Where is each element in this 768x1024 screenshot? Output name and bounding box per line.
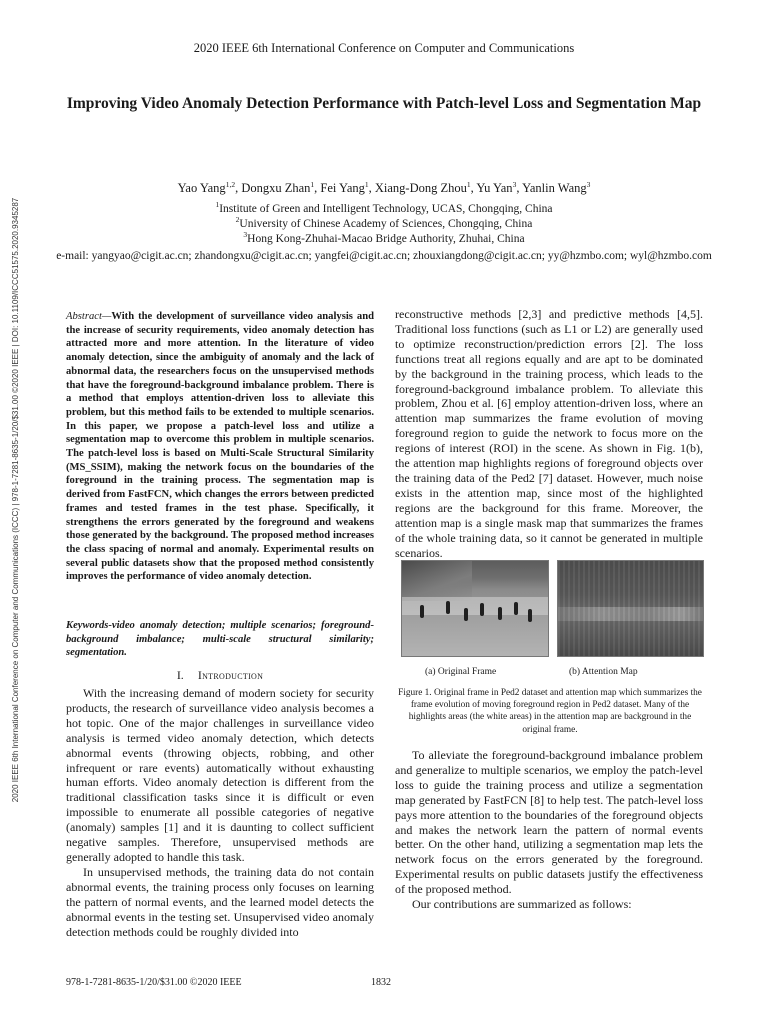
section-heading <box>66 668 374 683</box>
abstract-lead: Abstract <box>66 311 102 322</box>
section-title: Introduction <box>197 668 264 682</box>
affiliation-3: $^3$Hong Kong-Zhuhai-Macao Bridge Authority, Zhuhai, China <box>243 230 525 245</box>
author-name: Yu Yan <box>476 181 513 195</box>
abstract: Abstract—With the development of surveillance video analysis and the increase of security requirements, video anomaly detection has attracted more and more attention. In the literature of video anomaly detection, since the ambiguity of anomaly and the lack of abnormal data, the researchers focus on the unsupervised methods that have the foreground-background imbalance problem. There is a method that employs attention-driven loss to alleviate this problem, but this method fails to be extended to multiple scenarios. In this paper, we propose a patch-level loss and utilize a segmentation map to overcome this problem in multiple scenarios. The patch-level loss is based on Multi-Scale Structural Similarity (MS_SSIM), making the network focus on the boundaries of the foreground in the training process. The segmentation map is derived from FastFCN, which changes the errors between predicted frames and tested frames in the test phase. Specifically, it strengthens the errors generated by the foreground and weakens those generated by the background. The proposed method increases the class spacing of normal and anomaly. Experimental results on several public datasets show that the proposed method consistently improves the performance of video anomaly detection. <box>66 311 374 583</box>
doi-sidebar: 2020 IEEE 6th International Conference on Computer and Communications (ICCC) | 978-1-7281-8635-1/20/$31.00 ©2020 IEEE | DOI: 10.1109/ICCC51575.2020.9345287 <box>11 197 20 803</box>
author-name: Xiang-Dong Zhou <box>374 181 467 195</box>
figure-caption: Figure 1. Original frame in Ped2 dataset and attention map which summarizes the frame evolution of moving foreground region in Ped2 dataset. Many of the highlights areas (the white areas) in the attention map are background in the original frame. <box>398 688 702 735</box>
conference-header: 2020 IEEE 6th International Conference on Computer and Communications <box>193 41 575 55</box>
footer-isbn: 978-1-7281-8635-1/20/$31.00 ©2020 IEEE <box>66 977 242 988</box>
author-name: Fei Yang <box>320 181 365 195</box>
subcaption-b: (b) Attention Map <box>569 667 638 677</box>
subcaption-a: (a) Original Frame <box>425 667 497 677</box>
email-line: e-mail: yangyao@cigit.ac.cn; zhandongxu@cigit.ac.cn; yangfei@cigit.ac.cn; zhouxiangdong@cigit.ac.cn; yy@hzmbo.com; wyl@hzmbo.com <box>56 250 712 262</box>
affiliation-1: $^1$Institute of Green and Intelligent Technology, UCAS, Chongqing, China <box>215 200 553 215</box>
paragraph: reconstructive methods [2,3] and predictive methods [4,5]. Traditional loss functions (such as L1 or L2) are generally used to optimize reconstruction/prediction errors [2]. The loss functions treat all regions equally and are apt to be dominated by the background in the training process, which leads to the foreground-background imbalance problem. To alleviate this problem, Zhou et al. [6] employ attention-driven loss, where an attention map summarizes the frame evolution of moving foreground region to guide the network to focus more on the regions of interest (ROI) in the scene. As shown in Fig. 1(b), the attention map highlights regions of foreground objects over the training data of the Ped2 [7] dataset. However, much noise exists in the attention map, since most of the highlighted regions are the background for this frame. Moreover, the attention map is a single mask map that summarizes the frames of the whole training data, so it cannot be generated in multiple scenarios. <box>395 307 703 560</box>
paragraph: To alleviate the foreground-background imbalance problem and generalize to multiple scenarios, we employ the patch-level loss to guide the training process and utilize a segmentation map generated by FastFCN [8] to help test. The patch-level loss pays more attention to the boundaries of the foreground objects and makes the network learn the pattern of normal events better. On the other hand, utilizing a segmentation map lets the network focus on the errors generated by the foreground. Experimental results on public datasets justify the effectiveness of the proposed method. <box>395 748 703 897</box>
author-list: Yao Yang$^{1,2}$, Dongxu Zhan$^1$, Fei Yang$^1$, Xiang-Dong Zhou$^1$, Yu Yan$^3$, Yanlin Wang$^3$ <box>177 179 591 195</box>
author-name: Yanlin Wang <box>522 181 587 195</box>
author-sup: 3 <box>512 179 517 189</box>
author-name: Dongxu Zhan <box>241 181 311 195</box>
section-number: I. <box>176 668 184 682</box>
paragraph: With the increasing demand of modern society for security products, the research of surveillance video analysis becomes a hot topic. One of the major challenges in surveillance video analysis is termed video anomaly detection, which detects abnormal events (throwing objects, robbing, and other infrequent or rare events) automatically without exhausting human efforts. Video anomaly detection is different from the traditional classification tasks since it is difficult or even impossible to enumerate all possible categories of negative (anomaly) samples [1] and it is daunting to collect sufficient negative samples. Therefore, unsupervised methods are generally adopted to handle this task. <box>66 686 374 864</box>
right-column-paragraph <box>395 307 703 560</box>
paragraph: In unsupervised methods, the training data do not contain abnormal events, the training process only focuses on learning the pattern of normal events, and the learned model detects the abnormal events in the testing set. Unsupervised video anomaly detection methods could be roughly divided into <box>66 864 374 939</box>
author-sup: 1 <box>466 179 471 189</box>
affiliation-2: $^2$University of Chinese Academy of Sciences, Chongqing, China <box>235 215 533 230</box>
figure-original-frame <box>401 560 549 657</box>
author-sup: 3 <box>586 179 591 189</box>
author-name: Yao Yang <box>177 181 226 195</box>
figure-attention-map <box>557 560 704 657</box>
author-sup: 1,2 <box>225 179 236 189</box>
keywords: Keywords-video anomaly detection; multiple scenarios; foreground-background imbalance; multi-scale structural similarity; segmentation. <box>66 620 374 659</box>
author-sup: 1 <box>310 179 315 189</box>
abstract-text: With the development of surveillance video analysis and the increase of security requirements, video anomaly detection has attracted more and more attention. In the literature of video anomaly detection, since the ambiguity of anomaly and the lack of abnormal data, the researchers focus on the unsupervised methods that have the foreground-background imbalance problem. There is a method that employs attention-driven loss to alleviate this problem, but this method fails to be extended to multiple scenarios. In this paper, we propose a patch-level loss and utilize a segmentation map to overcome this problem in multiple scenarios. The patch-level loss is based on Multi-Scale Structural Similarity (MS_SSIM), making the network focus on the boundaries of the foreground in the training process. The segmentation map is derived from FastFCN, which changes the errors between predicted frames and tested frames in the test phase. Specifically, it strengthens the errors generated by the foreground and weakens those generated by the background. The proposed method increases the class spacing of normal and anomaly. Experimental results on several public datasets show that the proposed method consistently improves the performance of video anomaly detection. <box>66 311 374 583</box>
introduction-body <box>66 686 374 939</box>
paragraph: Our contributions are summarized as follows: <box>412 897 632 912</box>
right-column-body <box>395 748 703 912</box>
author-sup: 1 <box>364 179 369 189</box>
page-number: 1832 <box>371 977 391 988</box>
paper-title: Improving Video Anomaly Detection Performance with Patch-level Loss and Segmentation Map <box>66 95 702 112</box>
